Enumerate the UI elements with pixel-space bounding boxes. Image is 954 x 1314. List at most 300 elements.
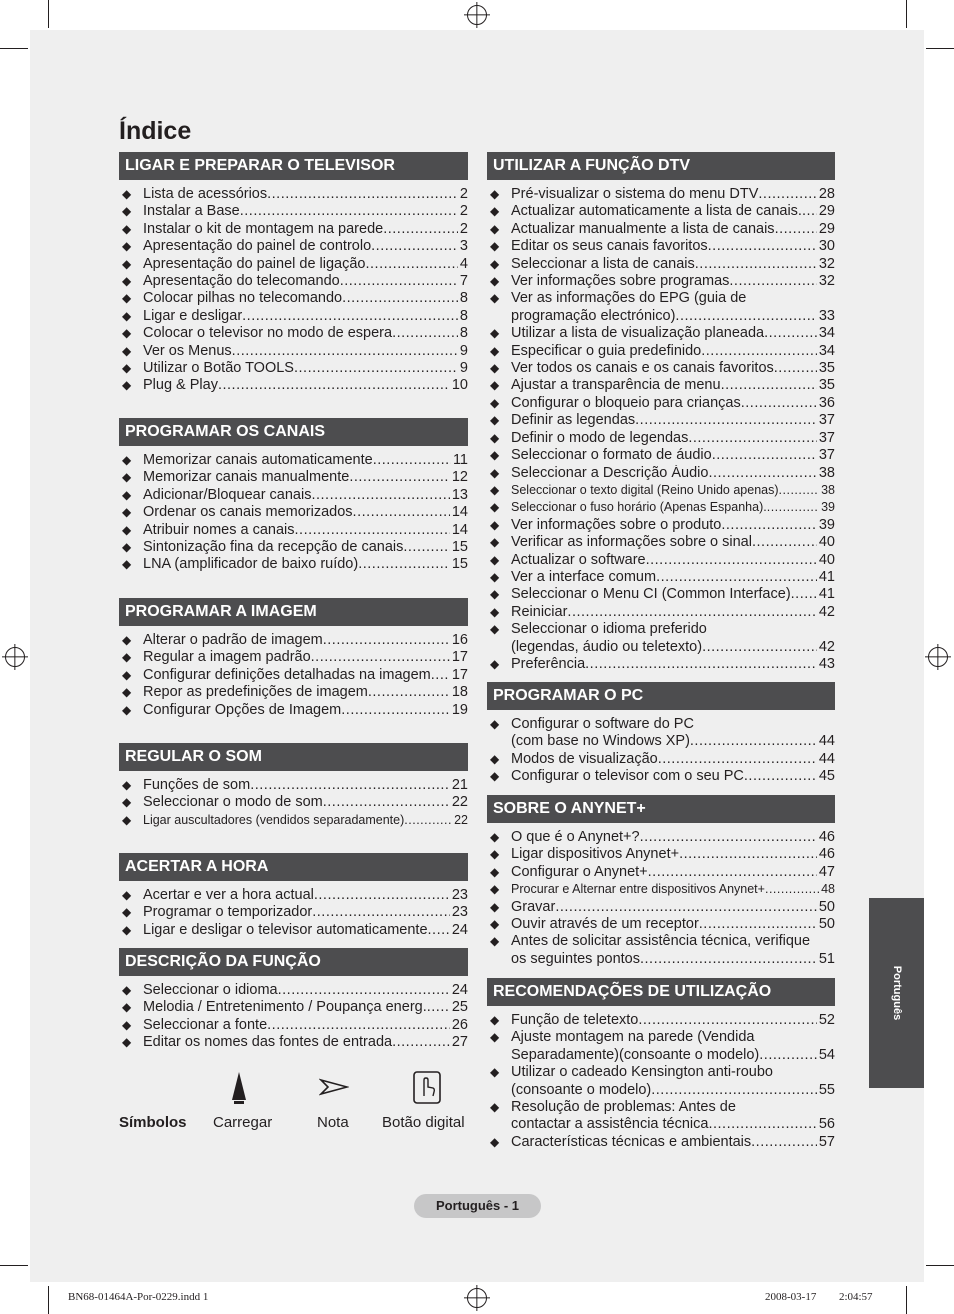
toc-entry[interactable] bbox=[487, 482, 835, 499]
toc-entry-text: ◆ Utilizar o Botão TOOLS bbox=[143, 360, 294, 377]
toc-entry-text: ◆ Memorizar canais automaticamente bbox=[143, 452, 373, 468]
dot-leader bbox=[721, 517, 816, 534]
toc-entry-line bbox=[511, 273, 835, 290]
dot-leader bbox=[311, 649, 450, 666]
dot-leader bbox=[702, 639, 817, 656]
toc-entry-text: contactar a assistência técnica bbox=[511, 1116, 709, 1133]
toc-entry[interactable] bbox=[119, 684, 468, 701]
dot-leader bbox=[392, 1034, 450, 1051]
section-heading: REGULAR O SOM bbox=[119, 743, 468, 771]
dot-leader bbox=[392, 325, 458, 342]
toc-entry[interactable] bbox=[487, 569, 835, 586]
toc-entry[interactable] bbox=[119, 649, 468, 666]
toc-entry-text: ◆ Especificar o guia predefinido bbox=[511, 342, 702, 359]
dot-leader bbox=[656, 569, 817, 586]
note-icon bbox=[319, 1078, 349, 1096]
toc-page-number: 45 bbox=[818, 768, 835, 785]
toc-entry[interactable] bbox=[119, 343, 468, 360]
toc-entry[interactable] bbox=[487, 604, 835, 621]
dot-leader bbox=[699, 916, 817, 933]
toc-entry[interactable] bbox=[119, 999, 468, 1016]
toc-entry[interactable] bbox=[487, 256, 835, 273]
toc-entry[interactable] bbox=[487, 1012, 835, 1029]
toc-entry-line bbox=[143, 649, 468, 666]
dot-leader bbox=[774, 360, 817, 377]
toc-entry-line bbox=[143, 256, 468, 273]
toc-entry[interactable] bbox=[119, 982, 468, 999]
toc-entry[interactable] bbox=[119, 325, 468, 342]
toc-entry[interactable] bbox=[487, 1134, 835, 1151]
dot-leader bbox=[708, 1116, 816, 1133]
toc-entry[interactable] bbox=[119, 794, 468, 811]
toc-entry-line bbox=[511, 586, 835, 603]
dot-leader bbox=[373, 452, 451, 469]
toc-entry[interactable] bbox=[487, 273, 835, 290]
dot-leader bbox=[688, 430, 817, 447]
toc-entry-line bbox=[143, 221, 468, 238]
toc-entry[interactable] bbox=[487, 552, 835, 569]
toc-page-number: 34 bbox=[818, 325, 835, 342]
toc-entry[interactable] bbox=[487, 899, 835, 916]
toc-entry[interactable] bbox=[487, 1099, 835, 1134]
toc-page-number: 7 bbox=[459, 273, 468, 290]
dot-leader bbox=[323, 632, 450, 649]
dot-leader bbox=[701, 343, 817, 360]
toc-page-number: 16 bbox=[451, 632, 468, 648]
dot-leader bbox=[368, 684, 450, 701]
toc-entry[interactable] bbox=[487, 881, 835, 898]
crop-mark bbox=[0, 1265, 28, 1266]
toc-entry-line bbox=[511, 639, 835, 656]
dot-leader bbox=[764, 325, 817, 342]
toc-page-number: 14 bbox=[451, 504, 468, 521]
toc-entry-line bbox=[143, 186, 468, 203]
toc-entry[interactable] bbox=[119, 632, 468, 649]
toc-page-number: 24 bbox=[451, 982, 468, 998]
toc-entry[interactable] bbox=[487, 412, 835, 429]
toc-page-number: 51 bbox=[818, 950, 835, 967]
toc-entry-line bbox=[143, 702, 468, 719]
toc-entry[interactable] bbox=[487, 933, 835, 968]
toc-entry-line bbox=[511, 899, 835, 916]
toc-entry[interactable] bbox=[119, 667, 468, 684]
toc-entry[interactable] bbox=[487, 186, 835, 203]
registration-mark-icon bbox=[467, 1288, 487, 1308]
toc-entry[interactable] bbox=[487, 499, 835, 516]
toc-page-number: 25 bbox=[451, 999, 468, 1016]
toc-page-number: 15 bbox=[451, 556, 468, 573]
toc-entry-line bbox=[511, 186, 835, 203]
dot-leader bbox=[353, 504, 450, 521]
symbols-legend bbox=[119, 1070, 469, 1140]
dot-leader bbox=[744, 768, 817, 785]
toc-entry[interactable] bbox=[119, 487, 468, 504]
toc-entry-text: ◆ Pré-visualizar o sistema do menu DTV bbox=[511, 186, 759, 202]
toc-entry-line bbox=[143, 360, 468, 377]
toc-entry[interactable] bbox=[119, 922, 468, 939]
toc-entry-text: ◆ Procurar e Alternar entre dispositivos Anynet+ bbox=[511, 882, 765, 897]
section-list bbox=[119, 982, 468, 1052]
toc-entry[interactable] bbox=[487, 203, 835, 220]
toc-entry[interactable] bbox=[487, 343, 835, 360]
toc-page-number: 35 bbox=[818, 360, 835, 377]
page-number-badge: Português - 1 bbox=[414, 1194, 541, 1218]
dot-leader bbox=[648, 864, 817, 881]
toc-page-number: 22 bbox=[451, 794, 468, 811]
toc-entry[interactable] bbox=[487, 916, 835, 933]
toc-entry-text: ◆ Modos de visualização bbox=[511, 750, 658, 767]
toc-page-number: 27 bbox=[451, 1034, 468, 1051]
toc-entry-line bbox=[143, 452, 468, 469]
toc-page-number: 10 bbox=[451, 377, 468, 394]
toc-entry-line bbox=[511, 604, 835, 621]
crop-mark bbox=[0, 48, 28, 49]
section-heading: DESCRIÇÃO DA FUNÇÃO bbox=[119, 948, 468, 976]
toc-entry[interactable] bbox=[487, 447, 835, 464]
section-heading: RECOMENDAÇÕES DE UTILIZAÇÃO bbox=[487, 978, 835, 1006]
toc-entry[interactable] bbox=[119, 360, 468, 377]
toc-entry[interactable] bbox=[119, 203, 468, 220]
dot-leader bbox=[267, 186, 458, 203]
toc-section bbox=[119, 152, 468, 395]
section-heading: UTILIZAR A FUNÇÃO DTV bbox=[487, 152, 835, 180]
side-tab-label: Português bbox=[890, 965, 903, 1021]
toc-entry-line bbox=[511, 552, 835, 569]
toc-entry-text: ◆ Editar os seus canais favoritos bbox=[511, 238, 708, 255]
toc-entry[interactable] bbox=[119, 256, 468, 273]
toc-entry[interactable] bbox=[487, 751, 835, 768]
dot-leader bbox=[218, 377, 450, 394]
toc-section bbox=[487, 978, 835, 1151]
toc-entry-line bbox=[143, 667, 468, 684]
toc-entry-line bbox=[511, 1134, 835, 1151]
toc-entry[interactable] bbox=[119, 1017, 468, 1034]
toc-entry-line bbox=[511, 308, 835, 325]
toc-entry-line bbox=[511, 221, 835, 238]
toc-entry[interactable] bbox=[487, 1064, 835, 1099]
toc-entry-line bbox=[511, 1047, 835, 1064]
toc-entry-text: ◆ Seleccionar a Descrição Áudio bbox=[511, 464, 709, 481]
toc-entry-line bbox=[511, 412, 835, 429]
one-touch-button-icon bbox=[412, 1070, 442, 1106]
toc-entry[interactable] bbox=[119, 238, 468, 255]
toc-entry-line bbox=[511, 395, 835, 412]
toc-entry-line bbox=[511, 881, 835, 898]
toc-page-number: 56 bbox=[818, 1116, 835, 1133]
dot-leader bbox=[323, 794, 450, 811]
crop-mark bbox=[906, 1286, 907, 1314]
toc-page-number: 17 bbox=[451, 649, 468, 666]
toc-entry[interactable] bbox=[119, 702, 468, 719]
toc-entry[interactable] bbox=[487, 465, 835, 482]
toc-entry-first-line: ◆ Ajuste montagem na parede (Vendida bbox=[511, 1029, 755, 1046]
symbols-label: Símbolos bbox=[119, 1114, 187, 1131]
toc-entry[interactable] bbox=[119, 504, 468, 521]
toc-page-number: 39 bbox=[821, 500, 835, 515]
toc-entry-text: ◆ Apresentação do painel de controlo bbox=[143, 238, 372, 255]
toc-page-number: 8 bbox=[459, 307, 468, 324]
toc-entry-first-line: ◆ Utilizar o cadeado Kensington anti-roubo bbox=[511, 1064, 773, 1081]
toc-entry-line bbox=[143, 487, 468, 504]
toc-entry-line bbox=[143, 203, 468, 220]
dot-leader bbox=[695, 256, 817, 273]
toc-entry[interactable] bbox=[119, 812, 468, 829]
registration-mark-icon bbox=[5, 647, 25, 667]
toc-entry[interactable] bbox=[119, 469, 468, 486]
toc-page-number: 15 bbox=[451, 539, 468, 556]
toc-entry-line bbox=[511, 829, 835, 846]
toc-entry-text: ◆ Reiniciar bbox=[511, 603, 568, 620]
toc-entry[interactable] bbox=[119, 308, 468, 325]
toc-entry-text: programação electrónico) bbox=[511, 307, 676, 324]
toc-entry-text: ◆ Funções de som bbox=[143, 777, 251, 793]
toc-entry-text: ◆ Ver a interface comum bbox=[511, 568, 657, 585]
toc-entry-line bbox=[143, 982, 468, 999]
toc-entry-line bbox=[143, 999, 468, 1016]
toc-page-number: 4 bbox=[459, 255, 468, 272]
toc-entry[interactable] bbox=[487, 768, 835, 785]
section-heading: PROGRAMAR OS CANAIS bbox=[119, 418, 468, 446]
toc-entry-line bbox=[511, 360, 835, 377]
toc-entry[interactable] bbox=[119, 556, 468, 573]
dot-leader bbox=[250, 777, 450, 794]
dot-leader bbox=[635, 412, 817, 429]
toc-entry-line bbox=[511, 482, 835, 499]
dot-leader bbox=[721, 377, 817, 394]
toc-entry[interactable] bbox=[119, 221, 468, 238]
section-heading: SOBRE O ANYNET+ bbox=[487, 795, 835, 823]
toc-entry[interactable] bbox=[119, 186, 468, 203]
toc-entry-text: ◆ Adicionar/Bloquear canais bbox=[143, 486, 312, 503]
toc-entry-text: ◆ Ligar auscultadores (vendidos separadamente) bbox=[143, 812, 405, 827]
toc-entry-line bbox=[511, 733, 835, 750]
dot-leader bbox=[690, 733, 817, 750]
toc-page-number: 17 bbox=[451, 666, 468, 683]
toc-page-number: 13 bbox=[451, 486, 468, 503]
toc-entry-text: (consoante o modelo) bbox=[511, 1081, 652, 1098]
dot-leader bbox=[358, 556, 450, 573]
toc-entry-text: ◆ Lista de acessórios bbox=[143, 186, 268, 202]
toc-entry[interactable] bbox=[487, 395, 835, 412]
toc-entry[interactable] bbox=[487, 290, 835, 325]
dot-leader bbox=[775, 221, 817, 238]
toc-entry-text: ◆ Configurar definições detalhadas na imagem bbox=[143, 666, 431, 683]
toc-page-number: 44 bbox=[818, 750, 835, 767]
dot-leader bbox=[708, 238, 817, 255]
toc-page-number: 38 bbox=[821, 482, 835, 497]
toc-entry-line bbox=[511, 1012, 835, 1029]
toc-entry[interactable] bbox=[119, 887, 468, 904]
dot-leader bbox=[759, 1047, 817, 1064]
toc-entry-line bbox=[143, 812, 468, 829]
registration-mark-icon bbox=[467, 5, 487, 25]
toc-entry-line bbox=[511, 465, 835, 482]
toc-entry-text: ◆ Configurar o bloqueio para crianças bbox=[511, 394, 741, 411]
toc-entry-text: ◆ Seleccionar o modo de som bbox=[143, 794, 323, 811]
toc-entry-text: ◆ Ordenar os canais memorizados bbox=[143, 504, 353, 521]
toc-entry[interactable] bbox=[119, 539, 468, 556]
toc-entry-line bbox=[511, 916, 835, 933]
toc-entry[interactable] bbox=[487, 238, 835, 255]
toc-entry-text: ◆ Ligar e desligar o televisor automaticamente bbox=[143, 921, 428, 938]
dot-leader bbox=[428, 922, 450, 939]
dot-leader bbox=[679, 846, 817, 863]
section-list bbox=[119, 777, 468, 829]
toc-section bbox=[487, 795, 835, 968]
toc-entry-text: ◆ Utilizar a lista de visualização planeada bbox=[511, 325, 765, 342]
toc-entry[interactable] bbox=[119, 904, 468, 921]
toc-entry[interactable] bbox=[487, 829, 835, 846]
toc-entry-first-line: ◆ Ver as informações do EPG (guia de bbox=[511, 290, 747, 307]
toc-entry-text: ◆ Instalar o kit de montagem na parede bbox=[143, 220, 384, 237]
section-list bbox=[119, 632, 468, 719]
toc-entry-text: ◆ Apresentação do telecomando bbox=[143, 273, 340, 290]
dot-leader bbox=[294, 360, 458, 377]
toc-entry[interactable] bbox=[487, 221, 835, 238]
toc-entry-text: ◆ Seleccionar o Menu CI (Common Interface) bbox=[511, 586, 791, 603]
toc-page-number: 21 bbox=[451, 777, 468, 793]
toc-entry-line bbox=[143, 777, 468, 794]
toc-entry[interactable] bbox=[487, 586, 835, 603]
toc-page-number: 2 bbox=[459, 203, 468, 220]
toc-entry-text: ◆ Repor as predefinições de imagem bbox=[143, 684, 368, 701]
toc-entry-text: ◆ Ouvir através de um receptor bbox=[511, 916, 699, 933]
registration-mark-icon bbox=[928, 647, 948, 667]
toc-section bbox=[487, 152, 835, 673]
toc-entry[interactable] bbox=[119, 777, 468, 794]
crop-mark bbox=[48, 0, 49, 28]
dot-leader bbox=[802, 203, 817, 220]
toc-page-number: 37 bbox=[818, 429, 835, 446]
toc-entry-line bbox=[143, 504, 468, 521]
toc-entry-first-line: ◆ Seleccionar o idioma preferido bbox=[511, 621, 707, 638]
dot-leader bbox=[311, 487, 449, 504]
toc-page-number: 29 bbox=[818, 220, 835, 237]
toc-page-number: 23 bbox=[451, 904, 468, 921]
dot-leader bbox=[371, 238, 458, 255]
toc-page-number: 11 bbox=[452, 452, 468, 468]
toc-entry[interactable] bbox=[487, 621, 835, 656]
toc-entry-line bbox=[143, 887, 468, 904]
toc-entry-line bbox=[511, 238, 835, 255]
toc-entry-text: ◆ Instalar a Base bbox=[143, 203, 240, 220]
toc-entry[interactable] bbox=[119, 1034, 468, 1051]
section-list bbox=[487, 716, 835, 786]
toc-entry-line bbox=[143, 469, 468, 486]
section-list bbox=[119, 186, 468, 395]
toc-entry[interactable] bbox=[487, 534, 835, 551]
dot-leader bbox=[751, 1134, 817, 1151]
dot-leader bbox=[712, 447, 817, 464]
crop-mark bbox=[926, 48, 954, 49]
dot-leader bbox=[658, 751, 817, 768]
toc-entry-text: ◆ Ver os Menus bbox=[143, 342, 232, 359]
dot-leader bbox=[791, 586, 817, 603]
toc-page-number: 44 bbox=[818, 733, 835, 750]
toc-entry-line bbox=[511, 656, 835, 673]
toc-entry[interactable] bbox=[487, 864, 835, 881]
toc-page-number: 24 bbox=[451, 921, 468, 938]
toc-entry-text: ◆ Seleccionar a fonte bbox=[143, 1016, 268, 1033]
dot-leader bbox=[758, 186, 816, 203]
dot-leader bbox=[640, 829, 817, 846]
toc-entry[interactable] bbox=[487, 360, 835, 377]
toc-entry-text: ◆ Seleccionar o fuso horário (Apenas Espanha). bbox=[511, 500, 767, 515]
toc-page-number: 36 bbox=[818, 394, 835, 411]
toc-page-number: 32 bbox=[818, 255, 835, 272]
dot-leader bbox=[779, 482, 820, 499]
toc-entry[interactable] bbox=[119, 290, 468, 307]
section-heading: PROGRAMAR O PC bbox=[487, 682, 835, 710]
section-list bbox=[119, 887, 468, 939]
dot-leader bbox=[752, 534, 817, 551]
section-heading: ACERTAR A HORA bbox=[119, 853, 468, 881]
toc-entry-text: (com base no Windows XP) bbox=[511, 733, 690, 750]
toc-entry[interactable] bbox=[487, 517, 835, 534]
toc-entry-line bbox=[511, 768, 835, 785]
toc-entry[interactable] bbox=[487, 716, 835, 751]
dot-leader bbox=[767, 499, 819, 516]
toc-entry-text: ◆ Colocar pilhas no telecomando bbox=[143, 290, 343, 307]
toc-page-number: 40 bbox=[818, 534, 835, 551]
dot-leader bbox=[240, 203, 458, 220]
toc-page-number: 37 bbox=[818, 412, 835, 429]
toc-entry-text: ◆ Programar o temporizador bbox=[143, 904, 313, 921]
toc-entry-text: ◆ Características técnicas e ambientais bbox=[511, 1133, 752, 1150]
toc-entry-text: ◆ Actualizar automaticamente a lista de canais. bbox=[511, 203, 802, 220]
toc-page-number: 19 bbox=[451, 701, 468, 718]
toc-page-number: 9 bbox=[459, 342, 468, 359]
toc-section bbox=[119, 418, 468, 574]
toc-entry[interactable] bbox=[487, 430, 835, 447]
dot-leader bbox=[651, 1082, 817, 1099]
toc-page-number: 32 bbox=[818, 273, 835, 290]
toc-entry-text: ◆ Ajustar a transparência de menu bbox=[511, 377, 721, 394]
crop-mark bbox=[48, 1286, 49, 1314]
toc-entry[interactable] bbox=[487, 325, 835, 342]
toc-page-number: 38 bbox=[818, 464, 835, 481]
toc-page-number: 12 bbox=[451, 469, 468, 486]
toc-entry[interactable] bbox=[119, 377, 468, 394]
dot-leader bbox=[638, 1012, 816, 1029]
toc-page-number: 39 bbox=[818, 516, 835, 533]
toc-entry[interactable] bbox=[487, 377, 835, 394]
toc-page-number: 50 bbox=[818, 898, 835, 915]
toc-page-number: 37 bbox=[818, 447, 835, 464]
toc-entry-line bbox=[511, 499, 835, 516]
toc-entry-line bbox=[511, 1082, 835, 1099]
dot-leader bbox=[312, 904, 450, 921]
toc-entry-text: ◆ Seleccionar o idioma bbox=[143, 982, 278, 998]
toc-entry[interactable] bbox=[119, 273, 468, 290]
toc-entry[interactable] bbox=[487, 656, 835, 673]
toc-entry-text: ◆ Alterar o padrão de imagem bbox=[143, 632, 323, 648]
toc-entry[interactable] bbox=[119, 452, 468, 469]
toc-entry-text: ◆ Configurar o Anynet+ bbox=[511, 863, 648, 880]
section-list bbox=[119, 452, 468, 574]
toc-entry[interactable] bbox=[119, 522, 468, 539]
toc-entry-line bbox=[143, 684, 468, 701]
toc-page-number: 52 bbox=[818, 1012, 835, 1028]
dot-leader bbox=[295, 522, 450, 539]
toc-entry[interactable] bbox=[487, 846, 835, 863]
toc-page-number: 46 bbox=[818, 829, 835, 845]
toc-entry-text: ◆ Ligar e desligar bbox=[143, 307, 243, 324]
toc-entry-line bbox=[511, 203, 835, 220]
toc-entry[interactable] bbox=[487, 1029, 835, 1064]
toc-entry-first-line: ◆ Antes de solicitar assistência técnica, verifique bbox=[511, 933, 811, 950]
section-list bbox=[487, 1012, 835, 1151]
